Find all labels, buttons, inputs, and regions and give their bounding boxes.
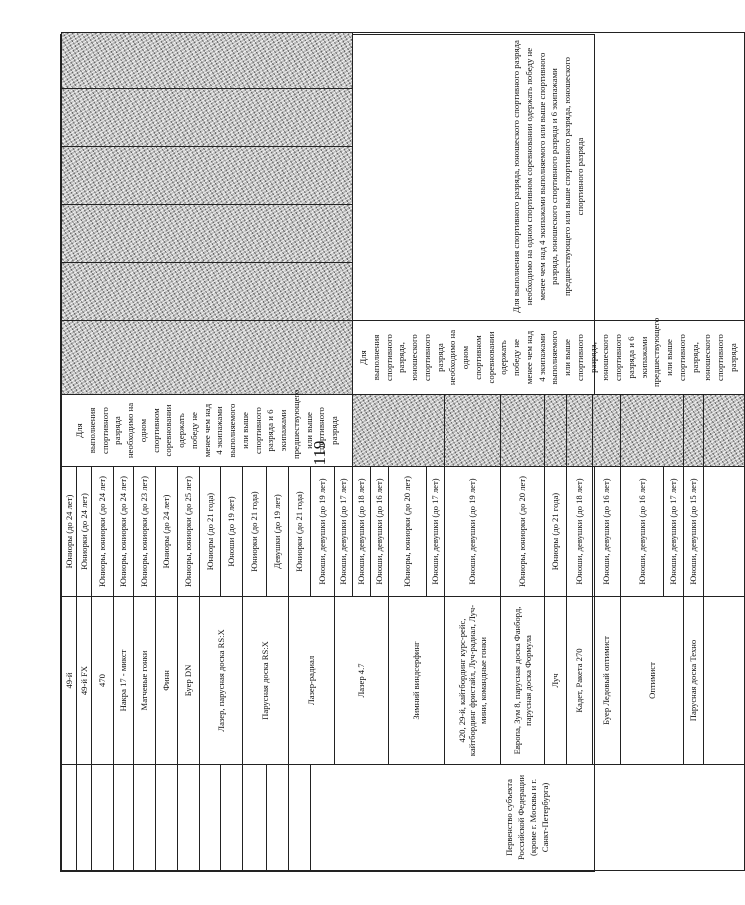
competition-cell-empty [92, 765, 114, 871]
boat-class-cell: Европа, Зум 8, парусная доска Фанборд, парусная доска Формула [501, 597, 545, 765]
page-number: 119 [310, 440, 329, 466]
shaded-cell [593, 395, 621, 467]
age-group-cell: Юноши, девушки (до 16 лет) [371, 467, 389, 597]
age-group-cell: Юниоры, юниорки (до 20 лет) [501, 467, 545, 597]
boat-class-cell: Оптимист [621, 597, 683, 765]
age-group-cell: Юноши, девушки (до 19 лет) [311, 467, 335, 597]
age-group-cell: Юниоры, юниорки (до 25 лет) [178, 467, 200, 597]
shaded-cell [545, 395, 567, 467]
table-row [62, 33, 77, 871]
age-group-cell: Юниорки (до 21 года) [289, 467, 311, 597]
age-group-cell: Юноши, девушки (до 17 лет) [663, 467, 683, 597]
competition-cell-empty [221, 765, 243, 871]
age-group-cell: Девушки (до 19 лет) [267, 467, 289, 597]
classification-table [60, 34, 738, 872]
boat-class-cell: Матчевые гонки [134, 597, 156, 765]
age-group-cell: Юниоры (до 21 года) [200, 467, 221, 597]
age-group-cell: Юноши, девушки (до 16 лет) [621, 467, 663, 597]
boat-class-cell: Кадет, Ракета 270 [567, 597, 593, 765]
competition-cell-empty [200, 765, 221, 871]
shaded-cell [353, 395, 445, 467]
age-group-cell: Юноши, девушки (до 18 лет) [353, 467, 371, 597]
boat-class-cell: Лазер 4.7 [335, 597, 389, 765]
age-group-cell: Юноши, девушки (до 15 лет) [683, 467, 703, 597]
boat-class-cell: Буер Ледовый оптимист [593, 597, 621, 765]
age-group-cell: Юниоры, юниорки (до 23 лет) [134, 467, 156, 597]
age-group-cell: Юниоры (до 21 года) [545, 467, 567, 597]
age-group-cell: Юниоры, юниорки (до 24 лет) [114, 467, 134, 597]
boat-class-cell: 470 [92, 597, 114, 765]
competition-cell-empty [156, 765, 178, 871]
competition-cell-empty [178, 765, 200, 871]
boat-class-cell: Зимний виндсерфинг [389, 597, 445, 765]
age-group-cell: Юноши, девушки (до 18 лет) [567, 467, 593, 597]
boat-class-cell: Парусная доска RS:X [243, 597, 289, 765]
age-group-cell: Юноши (до 19 лет) [221, 467, 243, 597]
competition-cell-empty [114, 765, 134, 871]
age-group-cell: Юноши, девушки (до 16 лет) [593, 467, 621, 597]
boat-class-cell: 49-й [62, 597, 77, 765]
shaded-cell [567, 395, 593, 467]
rule-cell: Для выполнения спортивного разряда, юношеского спортивного разряда необходимо на одном спортивном соревновании одержать победу не менее чем над 4 экипажами выполняемого или выше спортивного разряда, юношеского спортивного разряда и 6 экипажами предшествующего или выше спортивного разряда, юношеского спортивного разряда [353, 321, 745, 395]
shaded-cell [62, 147, 353, 205]
boat-class-cell: Финн [156, 597, 178, 765]
age-group-cell: Юноши, девушки (до 17 лет) [427, 467, 445, 597]
shaded-cell [683, 395, 703, 467]
boat-class-cell: Буер DN [178, 597, 200, 765]
shaded-cell [703, 395, 744, 467]
boat-class-cell: 420, 29-й, кайтбординг курс-рейс, кайтбординг фристайл, Луч-радиал, Луч-мини, командные гонки [445, 597, 501, 765]
rule-cell: Для выполнения спортивного разряда, юношеского спортивного разряда необходимо на одном спортивном соревновании одержать победу не менее чем над 4 экипажами выполняемого или выше спортивного разряда, юношеского спортивного разряда и 6 экипажами предшествующего или выше спортивного разряда, юношеского спортивного разряда [353, 33, 745, 321]
shaded-cell [621, 395, 683, 467]
boat-class-cell: Накра 17 - микст [114, 597, 134, 765]
age-group-cell: Юниорки (до 24 лет) [77, 467, 92, 597]
boat-class-cell: 49-й FX [77, 597, 92, 765]
age-group-cell: Юниорки (до 21 года) [243, 467, 267, 597]
competition-cell-empty [243, 765, 267, 871]
shaded-cell [62, 263, 353, 321]
shaded-cell [62, 33, 353, 89]
boat-class-cell: Лазер-радиал [289, 597, 335, 765]
shaded-cell [62, 321, 353, 395]
competition-name-cell: Первенство субъекта Российской Федерации (кроме г. Москвы и г. Санкт-Петербурга) [311, 765, 745, 871]
competition-cell-empty [267, 765, 289, 871]
shaded-cell [62, 89, 353, 147]
boat-class-cell: Парусная доска Техно [683, 597, 703, 765]
age-group-cell: Юниоры (до 24 лет) [156, 467, 178, 597]
rule-cell: Для выполнения спортивного разряда необходимо на одном спортивном соревновании одержать победу не менее чем над 4 экипажами выполняемого или выше спортивного разряда и 6 экипажами предшествующего или выше спортивного разряда [62, 395, 353, 467]
age-group-cell: Юниоры (до 24 лет) [62, 467, 77, 597]
age-group-cell: Юниоры, юниорки (до 24 лет) [92, 467, 114, 597]
shaded-cell [62, 205, 353, 263]
boat-class-cell-empty [703, 597, 744, 765]
age-group-cell: Юниоры, юниорки (до 20 лет) [389, 467, 427, 597]
competition-cell-empty [62, 765, 77, 871]
competition-cell-empty [134, 765, 156, 871]
age-group-cell: Юноши, девушки (до 17 лет) [335, 467, 353, 597]
boat-class-cell: Лазер, парусная доска RS:X [200, 597, 243, 765]
competition-cell-empty [77, 765, 92, 871]
shaded-cell [501, 395, 545, 467]
boat-class-cell: Луч [545, 597, 567, 765]
age-group-cell-empty [703, 467, 744, 597]
age-group-cell: Юноши, девушки (до 19 лет) [445, 467, 501, 597]
shaded-cell [445, 395, 501, 467]
competition-cell-empty [289, 765, 311, 871]
